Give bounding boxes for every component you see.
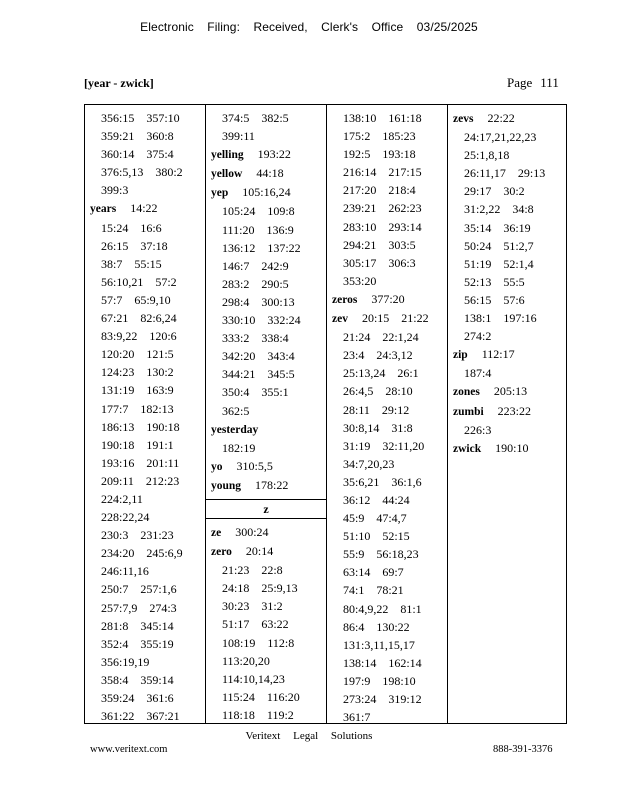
index-reference-line: 138:10 161:18 [343,111,422,125]
index-word: ze [211,526,222,539]
index-reference-line: 115:24 116:20 [222,689,300,704]
index-reference-line: 230:3 231:23 [101,528,174,543]
index-reference-line: 74:1 78:21 [343,583,404,598]
index-reference-line: 24:18 25:9,13 [222,581,298,596]
page-number [507,75,559,91]
index-reference-line: 118:18 119:2 [222,707,294,722]
index-reference-line: 294:21 303:5 [343,237,416,252]
index-reference-line: 31:19 32:11,20 [343,438,425,453]
word-index-grid [84,104,567,724]
index-reference-line: 274:2 [464,329,492,344]
footer-website: www.veritext.com [90,744,168,755]
index-reference-line: 257:7,9 274:3 [101,600,177,615]
index-reference-line: 52:13 55:5 [464,274,525,289]
index-reference-line: 51:10 52:15 [343,529,410,544]
index-reference-line: 111:20 136:9 [222,222,294,237]
header-word: Filing: [207,20,241,34]
index-reference-line: 305:17 306:3 [343,255,416,270]
index-entry [448,345,566,364]
index-column-4 [448,105,566,723]
header-word: Office [371,20,404,34]
index-reference-line: 15:24 16:6 [101,220,162,235]
index-reference-line: 361:22 367:21 [101,709,180,724]
index-reference-line: 83:9,22 120:6 [101,329,177,344]
index-reference-line: 67:21 82:6,24 [101,311,177,326]
index-reference: 14:22 [130,201,158,216]
index-reference-line: 273:24 319:12 [343,692,422,706]
index-reference-line: 246:11,16 [101,564,149,579]
index-reference-line: 38:7 55:15 [101,256,162,271]
index-reference-line: 136:12 137:22 [222,240,301,255]
index-reference: 190:10 [495,440,529,455]
index-reference-line: 298:4 300:13 [222,294,295,309]
index-reference-line: 360:14 375:4 [101,147,174,162]
index-entry [206,523,326,542]
index-reference-line: 193:16 201:11 [101,455,180,470]
index-word: yesterday [211,423,259,436]
index-reference-line: 356:15 357:10 [101,111,180,125]
index-column-1 [85,105,206,723]
index-word: zero [211,546,232,559]
index-reference: 300:24 [235,524,269,539]
index-column-2 [206,105,327,723]
index-reference-line: 216:14 217:15 [343,165,422,180]
index-entry [85,199,205,218]
header-word: Electronic [140,20,194,34]
index-word: zwick [453,442,482,455]
footer-word: Legal [293,730,319,742]
index-reference-line: 358:4 359:14 [101,672,174,687]
index-word: zeros [332,293,358,306]
index-reference-line: 192:5 193:18 [343,147,416,162]
index-entry [448,382,566,401]
index-reference: 22:22 [487,111,515,125]
index-reference-line: 187:4 [464,366,492,381]
index-word: yo [211,460,223,473]
index-reference-line: 177:7 182:13 [101,401,174,416]
index-word: yelling [211,149,244,162]
index-word: yellow [211,168,243,181]
index-reference-line: 29:17 30:2 [464,184,525,199]
index-reference: 223:22 [497,403,532,418]
index-word: years [90,203,117,216]
index-word: yep [211,187,229,200]
index-reference-line: 120:20 121:5 [101,347,174,362]
index-reference-line: 359:24 361:6 [101,691,174,705]
index-entry [206,164,326,183]
index-reference-line: 239:21 262:23 [343,201,422,216]
index-reference-line: 226:3 [464,422,492,437]
index-reference-line: 186:13 190:18 [101,419,180,434]
index-entry [448,439,566,458]
index-reference: 178:22 [255,477,289,492]
index-reference-line: 374:5 382:5 [222,111,289,125]
index-reference-line: 217:20 218:4 [343,183,416,198]
index-reference-line: 197:9 198:10 [343,673,416,688]
index-reference-line: 24:17,21,22,23 [464,130,537,145]
index-reference-line: 234:20 245:6,9 [101,546,183,561]
index-reference-line: 56:10,21 57:2 [101,274,177,289]
index-reference-line: 182:19 [222,440,256,455]
index-reference-line: 228:22,24 [101,510,150,525]
page-value: 111 [540,75,559,90]
index-reference-line: 30:23 31:2 [222,599,283,614]
index-reference-line: 281:8 345:14 [101,618,174,633]
footer-word: Solutions [330,730,373,742]
index-reference-line: 283:10 293:14 [343,219,422,234]
index-reference-line: 55:9 56:18,23 [343,547,419,562]
index-reference: 20:14 [245,544,274,559]
page-label: Page [507,75,533,90]
index-entry [206,542,326,561]
index-entry [206,476,326,495]
index-reference-line: 105:24 109:8 [222,204,295,219]
index-word: zev [332,313,348,326]
index-entry [327,309,447,328]
index-reference-line: 34:7,20,23 [343,456,395,471]
index-word: zip [453,349,468,362]
index-entry [448,109,566,128]
header-word: Received, [253,20,308,34]
index-reference-line: 190:18 191:1 [101,437,174,452]
index-reference-line: 362:5 [222,403,250,418]
footer-word: Veritext [245,730,281,742]
index-reference-line: 31:2,22 34:8 [464,202,534,217]
index-reference-line: 352:4 355:19 [101,636,174,651]
section-letter-heading: z [206,499,326,519]
index-reference-line: 108:19 112:8 [222,635,295,650]
index-reference-line: 21:23 22:8 [222,563,283,578]
index-reference-line: 23:4 24:3,12 [343,348,413,363]
index-reference-line: 114:10,14,23 [222,671,285,686]
index-reference-line: 344:21 345:5 [222,367,295,382]
index-reference-line: 26:4,5 28:10 [343,384,413,399]
index-word: zumbi [453,405,484,418]
index-reference: 105:16,24 [242,185,291,200]
index-entry [327,290,447,309]
index-reference-line: 51:19 52:1,4 [464,256,534,271]
index-reference-line: 56:15 57:6 [464,292,525,307]
index-reference-line: 36:12 44:24 [343,492,410,507]
index-reference-line: 175:2 185:23 [343,129,416,144]
index-reference-line: 224:2,11 [101,491,143,506]
index-reference: 310:5,5 [236,458,273,473]
header-date: 03/25/2025 [416,20,478,34]
index-reference-line: 45:9 47:4,7 [343,511,407,526]
index-reference-line: 63:14 69:7 [343,565,404,580]
index-reference-line: 28:11 29:12 [343,402,410,417]
index-reference-line: 57:7 65:9,10 [101,292,171,307]
footer-phone: 888-391-3376 [493,744,553,755]
index-reference-line: 51:17 63:22 [222,617,289,632]
footer-company [0,730,618,742]
index-reference-line: 283:2 290:5 [222,276,289,291]
index-reference: 20:15 21:22 [361,311,429,326]
index-reference-line: 25:1,8,18 [464,148,510,163]
filing-header [0,20,618,34]
index-range: [year - zwick] [84,76,154,90]
index-reference: 377:20 [371,291,405,306]
index-reference-line: 131:3,11,15,17 [343,637,415,652]
index-word: zevs [453,113,474,125]
index-reference-line: 330:10 332:24 [222,313,301,328]
header-word: Clerk's [321,20,359,34]
index-reference-line: 361:7 [343,710,371,725]
index-reference-line: 21:24 22:1,24 [343,330,419,345]
index-reference-line: 333:2 338:4 [222,331,289,346]
index-reference-line: 80:4,9,22 81:1 [343,601,422,616]
index-reference: 205:13 [493,384,528,399]
index-reference-line: 35:14 36:19 [464,220,531,235]
index-reference-line: 50:24 51:2,7 [464,238,534,253]
index-entry [206,420,326,439]
index-entry [448,402,566,421]
index-reference-line: 124:23 130:2 [101,365,174,380]
index-reference: 112:17 [481,347,515,362]
index-reference-line: 250:7 257:1,6 [101,582,177,597]
index-reference-line: 359:21 360:8 [101,129,174,144]
index-reference-line: 35:6,21 36:1,6 [343,474,422,489]
index-reference-line: 376:5,13 380:2 [101,165,183,180]
index-reference-line: 209:11 212:23 [101,473,180,488]
index-reference-line: 356:19,19 [101,654,150,669]
index-reference-line: 86:4 130:22 [343,619,410,634]
index-reference: 44:18 [256,166,284,181]
index-reference-line: 399:11 [222,129,255,144]
index-reference-line: 131:19 163:9 [101,383,174,398]
index-entry [206,457,326,476]
index-reference-line: 350:4 355:1 [222,385,289,400]
index-reference-line: 353:20 [343,273,377,288]
index-reference-line: 138:1 197:16 [464,311,537,326]
index-reference-line: 26:15 37:18 [101,238,168,253]
index-reference-line: 30:8,14 31:8 [343,420,413,435]
index-word: young [211,479,242,492]
index-reference-line: 138:14 162:14 [343,655,422,670]
index-reference: 193:22 [257,147,291,162]
index-word: zones [453,386,480,399]
index-reference-line: 26:11,17 29:13 [464,166,546,181]
index-reference-line: 25:13,24 26:1 [343,366,419,381]
index-column-3 [327,105,448,723]
index-reference-line: 113:20,20 [222,653,270,668]
index-reference-line: 342:20 343:4 [222,349,295,364]
index-entry [206,145,326,164]
index-entry [206,183,326,202]
index-reference-line: 146:7 242:9 [222,258,289,273]
index-reference-line: 399:3 [101,183,129,198]
